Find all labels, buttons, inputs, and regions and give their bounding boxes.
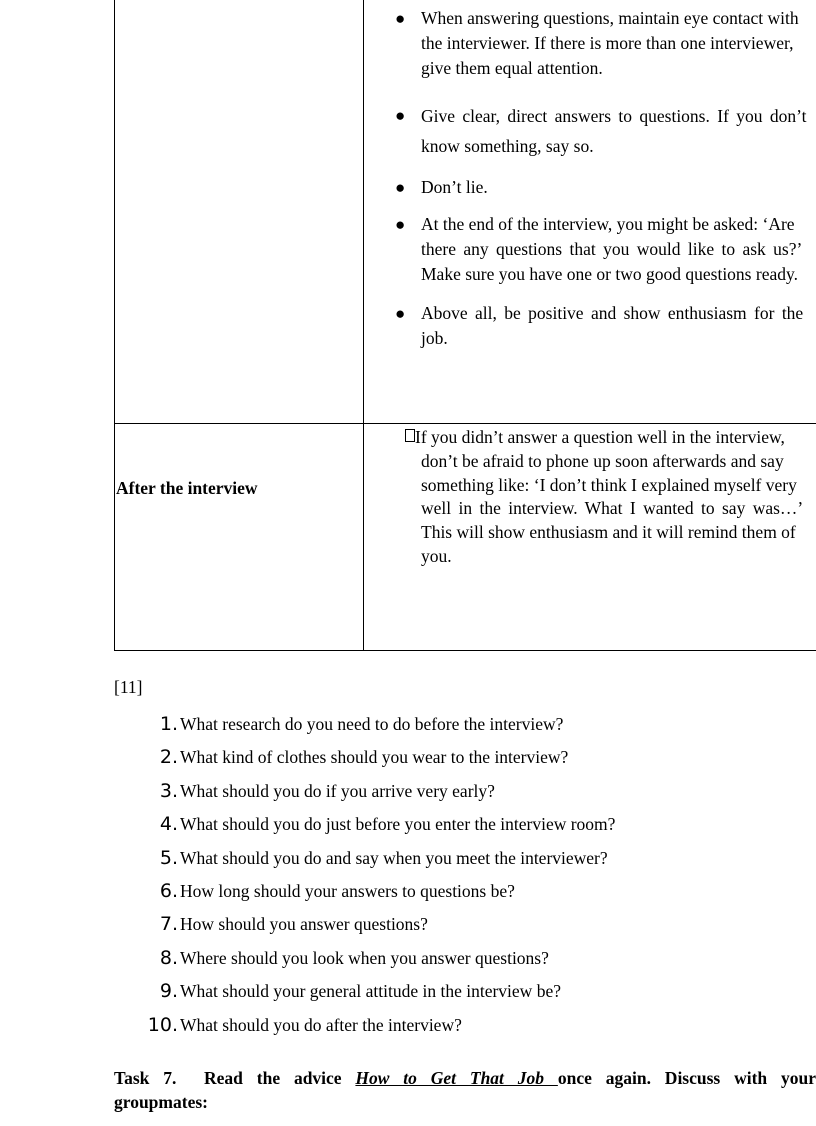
task-heading: Task 7. Read the advice How to Get That Job once again. Discuss with your [114,1068,816,1088]
bullet-icon: ● [395,215,406,234]
list-item: 10. What should you do after the interview? [147,1013,462,1036]
list-item: 4. What should you do just before you enter the interview room? [159,813,616,836]
list-item: 2. What kind of clothes should you wear to the interview? [159,746,569,769]
list-item: 6. How long should your answers to questions be? [159,879,515,902]
table-bottom-border [114,650,816,651]
bullet-be-positive: ● Above all, be positive and show enthusiasm for the job. [395,303,804,348]
bullet-questions-ready: ● At the end of the interview, you might be asked: ‘Are there any questions that you would like to ask us?’ Make sure you have one or two good questions ready. [395,214,803,284]
bullet-clear-answers: ● Give clear, direct answers to questions. If you don’t know something, say so. [395,101,816,161]
task-title-link: How to Get That Job [355,1068,558,1088]
bullet-icon: ● [395,106,406,125]
bullet-icon: ● [395,304,406,323]
list-item: 1. What research do you need to do before the interview? [159,713,564,735]
list-item: 8. Where should you look when you answer questions? [159,946,549,969]
bullet-icon: ● [395,178,406,197]
checkbox-glyph-icon [405,429,415,442]
reference-marker: [11] [114,677,143,697]
question-list [140,713,800,1047]
bullet-dont-lie: ● Don’t lie. [395,175,816,200]
list-item: 5. What should you do and say when you meet the interviewer? [159,846,608,869]
list-item: 9. What should your general attitude in the interview be? [159,980,561,1003]
after-interview-advice: If you didn’t answer a question well in the interview, don’t be afraid to phone up soon afterwards and say something like: ‘I don’t think I explained myself very well in the interview. What I wanted to say was…’ This will show enthusiasm and it will remind them of you. [405,426,816,569]
bullet-eye-contact: ● When answering questions, maintain eye contact with the interviewer. If there is more than one interviewer, give them equal attention. [395,8,799,78]
list-item: 7. How should you answer questions? [159,913,428,936]
task-heading-continued: groupmates: [114,1092,208,1112]
table-left-border [114,0,115,651]
table-row-divider [114,423,816,424]
row-label-after-interview: After the interview [116,478,258,498]
table-column-divider [363,0,364,651]
list-item: 3. What should you do if you arrive very early? [159,779,495,802]
bullet-icon: ● [395,9,406,28]
